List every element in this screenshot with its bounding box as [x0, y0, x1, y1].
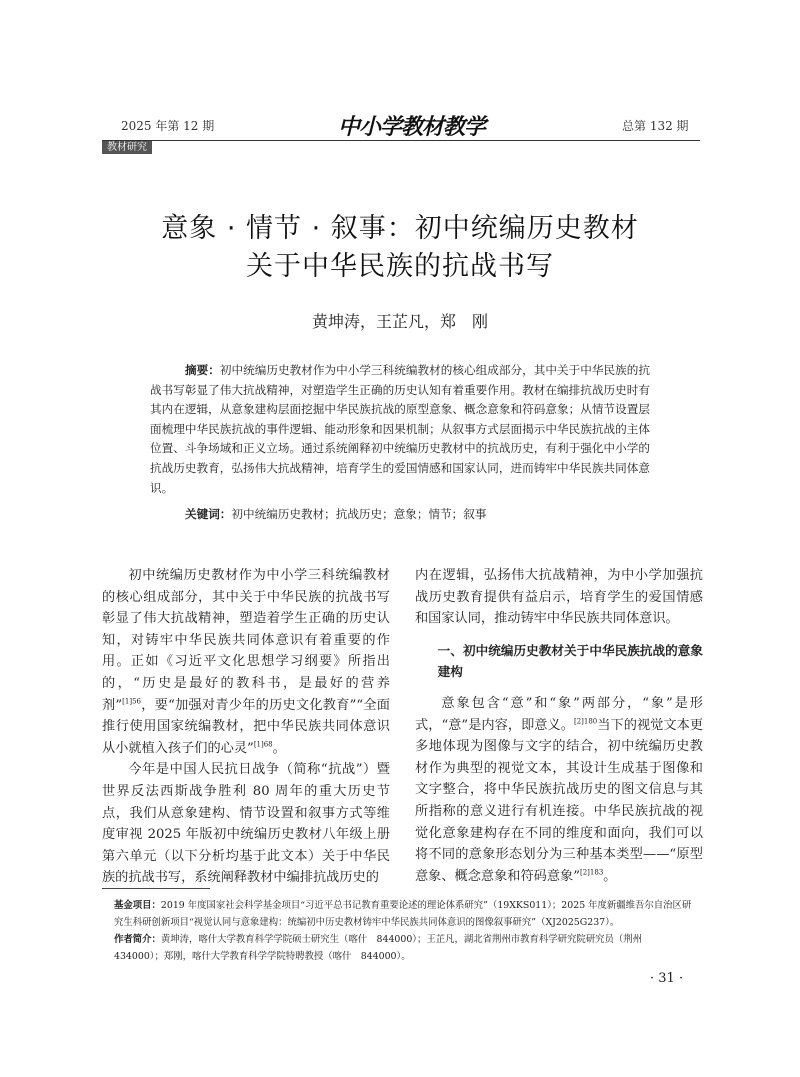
- fund-note: 基金项目：2019 年度国家社会科学基金项目“习近平总书记教育重要论述的理论体系研究”（19XKS011）；2025 年度新疆维吾尔自治区研究生科研创新项目“视觉认同与意象建构：统编初中历史教材铸牢中华民族共同体意识的图像叙事研究”（XJ2025G237）。: [114, 900, 692, 928]
- body-column-right: [415, 565, 703, 887]
- paragraph: 意象包含“意”和“象”两部分，“象”是形式，“意”是内容，即意义。$^{[2]180}$当下的视觉文本更多地体现为图像与文字的结合，初中统编历史教材作为典型的视觉文本，其设计生成基于图像和文字整合，将中华民族抗战历史的图文信息与其所指称的意义进行有机连接。中华民族抗战的视觉化意象建构存在不同的维度和面向，我们可以将不同的意象形态划分为三种基本类型——“原型意象、概念意象和符码意象”$^{[2]183}$。: [415, 695, 704, 884]
- body-column-left: [102, 565, 390, 889]
- citation: [2]180: [573, 717, 598, 726]
- citation: [1]56: [122, 697, 141, 706]
- keywords: [185, 506, 655, 522]
- citation: [1]68: [253, 740, 273, 749]
- keywords-label: 关键词：: [185, 507, 232, 521]
- article-title: [100, 210, 700, 286]
- header-issue: 2025 年第 12 期: [121, 119, 215, 133]
- citation: [2]183: [580, 868, 604, 877]
- abstract: [150, 361, 650, 498]
- paragraph: 内在逻辑，弘扬伟大抗战精神，为中小学加强抗战历史教育提供有益启示，培育学生的爱国情感和国家认同，推动铸牢中华民族共同体意识。: [415, 568, 703, 627]
- journal-logo: 中小学教材教学: [338, 114, 486, 140]
- paragraph: 今年是中国人民抗日战争（简称“抗战”）暨世界反法西斯战争胜利 80 周年的重大历史节点，我们从意象建构、情节设置和叙事方式等维度审视 2025 年版初中统编历史教材八年级上册第六单元（以下分析均基于此文本）关于中华民族的抗战书写，系统阐释教材中编排抗战历史的: [102, 762, 390, 886]
- header-total-issue: 总第 132 期: [622, 119, 689, 133]
- author-note: 作者简介：黄坤涛，喀什大学教育科学学院硕士研究生（喀什 844000）；王芷凡，湖北省荆州市教育科学研究院研究员（荆州 434000）；郑刚，喀什大学教育科学学院特聘教授（喀什 844000）。: [114, 934, 652, 962]
- footnote-rule: [102, 888, 210, 889]
- paragraph: 初中统编历史教材作为中小学三科统编教材的核心组成部分，其中关于中华民族的抗战书写彰显了伟大抗战精神，塑造着学生正确的历史认知，对铸牢中华民族共同体意识有着重要的作用。正如《习近平文化思想学习纲要》所指出的，“历史是最好的教科书，是最好的营养剂”$^{[1]56}$，要“加强对青少年的历史文化教育”“全面推行使用国家统编教材，把中华民族共同体意识从小就植入孩子们的心灵”$^{[1]68}$。: [102, 568, 390, 756]
- authors: 黄坤涛，王芷凡，郑 刚: [311, 312, 488, 331]
- keywords-text: 初中统编历史教材；抗战历史；意象；情节；叙事: [231, 507, 487, 521]
- header-rule: [102, 140, 700, 141]
- abstract-text: 初中统编历史教材作为中小学三科统编教材的核心组成部分，其中关于中华民族的抗战书写彰显了伟大抗战精神，对塑造学生正确的历史认知有着重要作用。教材在编排抗战历史时有其内在逻辑，从意象建构层面挖掘中华民族抗战的原型意象、概念意象和符码意象；从情节设置层面梳理中华民族抗战的事件逻辑、能动形象和因果机制；从叙事方式层面揭示中华民族抗战的主体位置、斗争场域和正义立场。通过系统阐释初中统编历史教材中的抗战历史，有利于强化中小学的抗战历史教育，弘扬伟大抗战精神，培育学生的爱国情感和国家认同，进而铸牢中华民族共同体意识。: [150, 363, 650, 495]
- page-number: · 31 ·: [650, 971, 684, 986]
- abstract-label: 摘要：: [185, 363, 220, 377]
- title-line-1: 意象 · 情节 · 叙事：初中统编历史教材: [161, 213, 639, 244]
- section-heading: 一、初中统编历史教材关于中华民族抗战的意象建构: [437, 642, 703, 680]
- section-tag: 教材研究: [102, 141, 152, 154]
- footnotes: [102, 897, 700, 965]
- title-line-2: 关于中华民族的抗战书写: [246, 251, 554, 282]
